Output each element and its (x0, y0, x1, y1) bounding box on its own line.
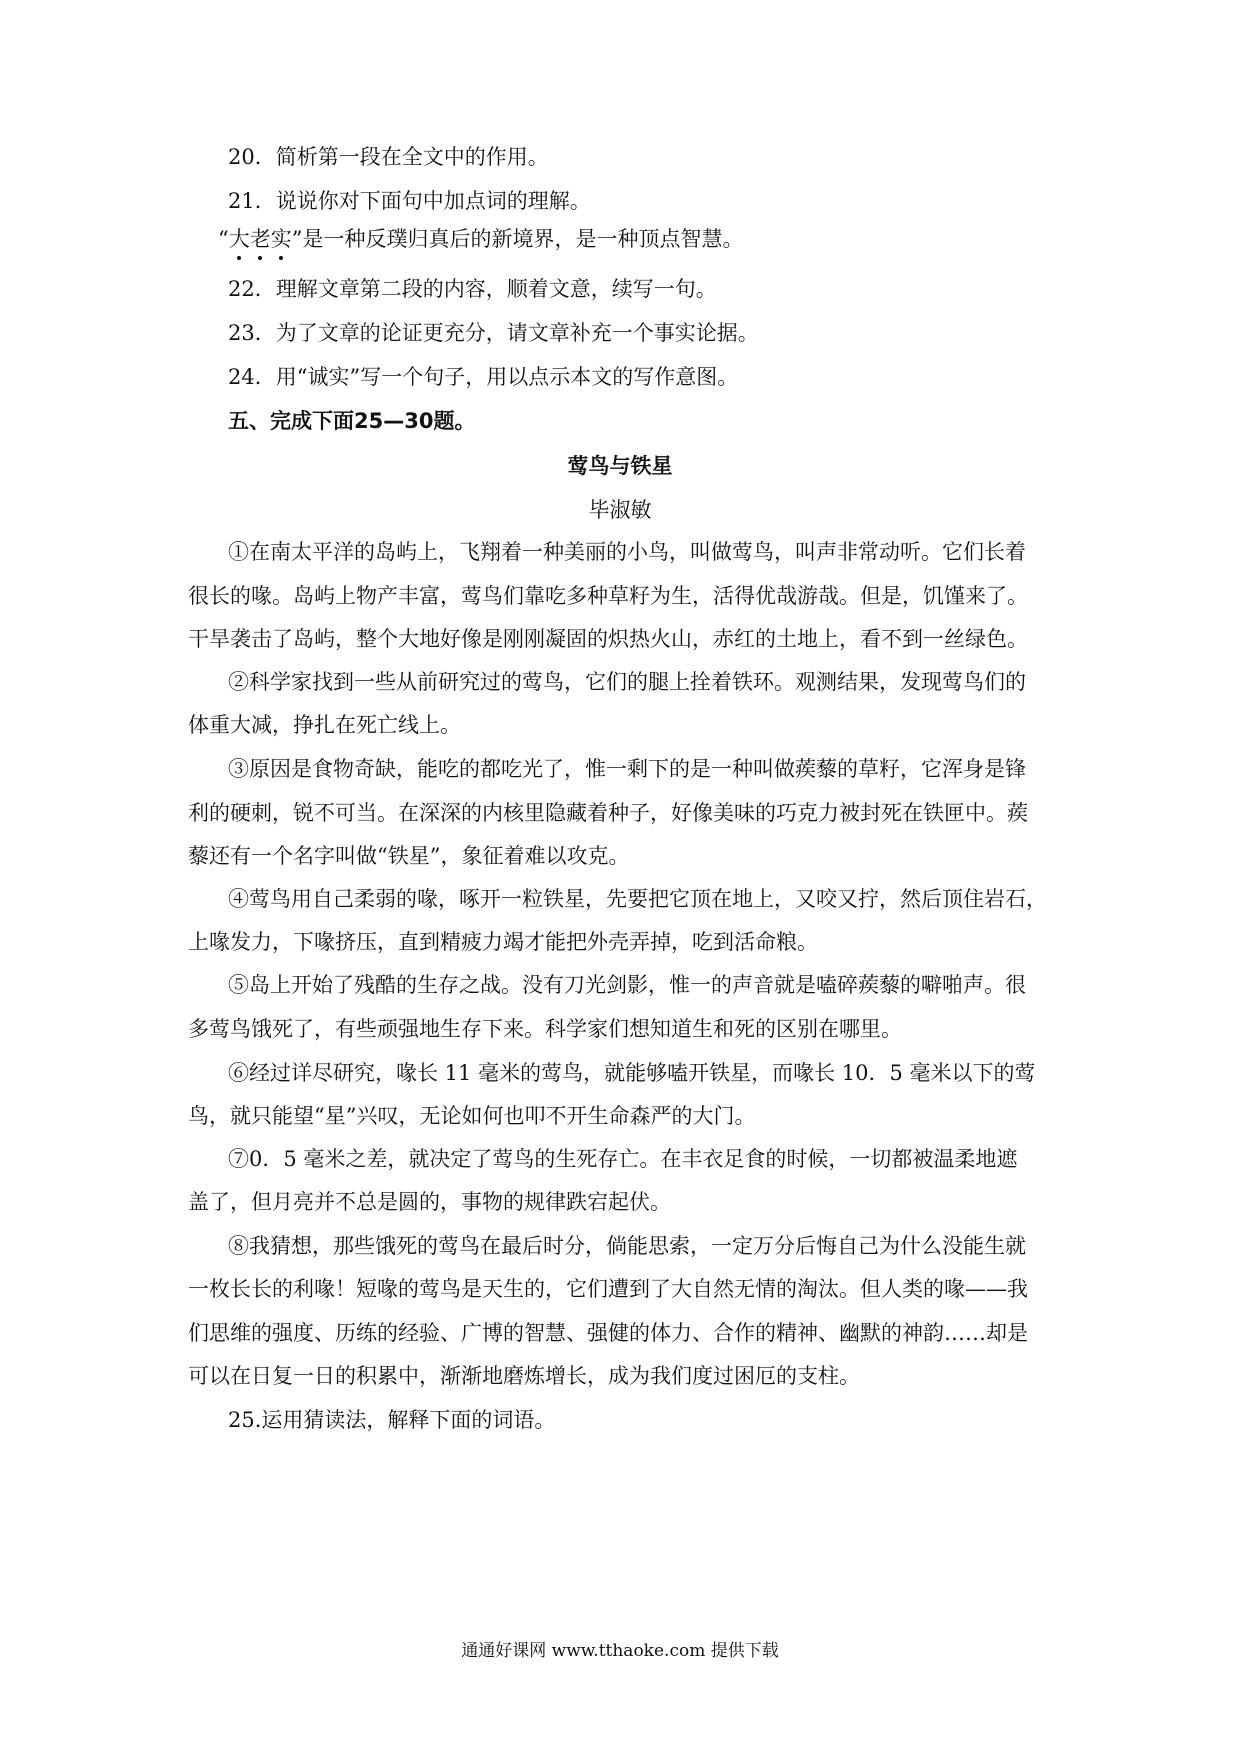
page-footer: 通通好课网 www.tthaoke.com 提供下载 (461, 1641, 779, 1661)
question-25: 25.运用猜读法，解释下面的词语。 (228, 1408, 556, 1432)
article-line: 可以在日复一日的积累中，渐渐地磨炼增长，成为我们度过困厄的支柱。 (188, 1364, 860, 1388)
article-line: 们思维的强度、历练的经验、广博的智慧、强健的体力、合作的精神、幽默的神韵……却是 (188, 1321, 1028, 1345)
question-20: 20．简析第一段在全文中的作用。 (228, 145, 549, 169)
article-line: 体重大减，挣扎在死亡线上。 (188, 713, 461, 737)
article-line: ⑤岛上开始了残酷的生存之战。没有刀光剑影，惟一的声音就是嗑碎蒺藜的噼啪声。很 (228, 973, 1026, 997)
article-line: ⑥经过详尽研究，喙长 11 毫米的莺鸟，就能够嗑开铁星，而喙长 10．5 毫米以下的莺 (228, 1061, 1036, 1085)
article-line: 干旱袭击了岛屿，整个大地好像是刚刚凝固的炽热火山，赤红的土地上，看不到一丝绿色。 (188, 627, 1028, 651)
emphasis-char: 大 (229, 224, 250, 254)
article-line: 藜还有一个名字叫做“铁星”，象征着难以攻克。 (188, 844, 630, 868)
section-heading: 五、完成下面25—30题。 (228, 409, 476, 433)
article-title: 莺鸟与铁星 (567, 454, 673, 478)
article-line: ⑦0．5 毫米之差，就决定了莺鸟的生死存亡。在丰衣足食的时候，一切都被温柔地遮 (228, 1147, 1018, 1171)
article-line: 很长的喙。岛屿上物产丰富，莺鸟们靠吃多种草籽为生，活得优哉游哉。但是，饥馑来了。 (188, 584, 1028, 608)
article-author: 毕淑敏 (588, 498, 652, 522)
article-line: 一枚长长的利喙！短喙的莺鸟是天生的，它们遭到了大自然无情的淘汰。但人类的喙——我 (188, 1277, 1028, 1301)
emphasis-char: 老 (250, 224, 271, 254)
question-22: 22．理解文章第二段的内容，顺着文意，续写一句。 (228, 277, 717, 301)
article-line: ②科学家找到一些从前研究过的莺鸟，它们的腿上拴着铁环。观测结果，发现莺鸟们的 (228, 670, 1026, 694)
question-24: 24．用“诚实”写一个句子，用以点示本文的写作意图。 (228, 365, 739, 389)
article-line: 利的硬刺，锐不可当。在深深的内核里隐藏着种子，好像美味的巧克力被封死在铁匣中。蒺 (188, 801, 1028, 825)
question-21: 21．说说你对下面句中加点词的理解。 (228, 189, 591, 213)
example-sentence: “大老实”是一种反璞归真后的新境界，是一种顶点智慧。 (218, 224, 743, 254)
article-line: 多莺鸟饿死了，有些顽强地生存下来。科学家们想知道生和死的区别在哪里。 (188, 1017, 902, 1041)
article-line: 上喙发力，下喙挤压，直到精疲力竭才能把外壳弄掉，吃到活命粮。 (188, 930, 818, 954)
question-23: 23．为了文章的论证更充分，请文章补充一个事实论据。 (228, 321, 759, 345)
emphasis-char: 实 (271, 224, 292, 254)
article-line: ①在南太平洋的岛屿上，飞翔着一种美丽的小鸟，叫做莺鸟，叫声非常动听。它们长着 (228, 540, 1026, 564)
article-line: 鸟，就只能望“星”兴叹，无论如何也叩不开生命森严的大门。 (188, 1104, 756, 1128)
article-line: ④莺鸟用自己柔弱的喙，啄开一粒铁星，先要把它顶在地上，又咬又拧，然后顶住岩石， (228, 887, 1047, 911)
article-line: ⑧我猜想，那些饿死的莺鸟在最后时分，倘能思索，一定万分后悔自己为什么没能生就 (228, 1234, 1026, 1258)
article-line: ③原因是食物奇缺，能吃的都吃光了，惟一剩下的是一种叫做蒺藜的草籽，它浑身是锋 (228, 757, 1026, 781)
article-line: 盖了，但月亮并不总是圆的，事物的规律跌宕起伏。 (188, 1190, 671, 1214)
